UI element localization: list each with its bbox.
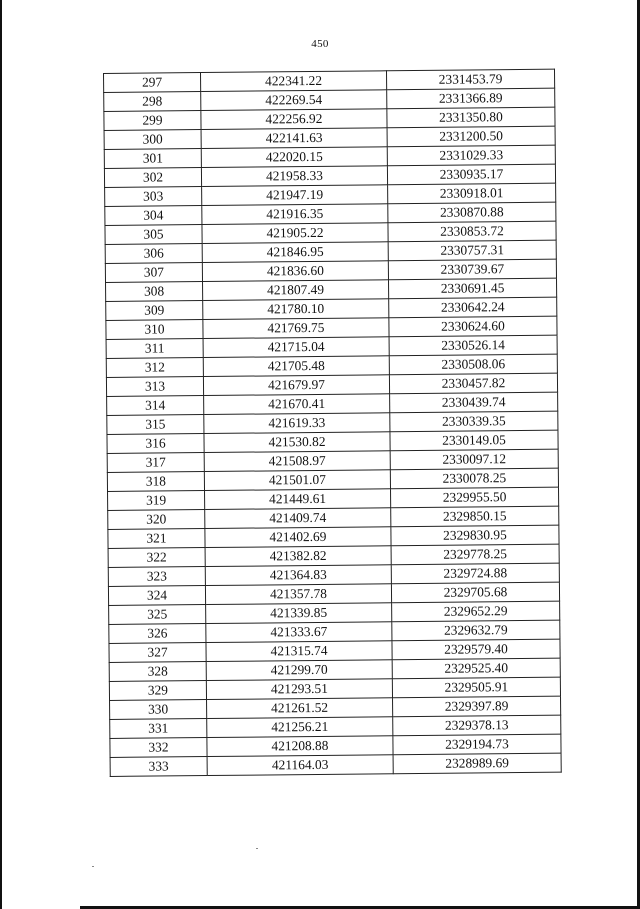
point-number-cell: 297 (104, 73, 201, 93)
point-number-cell: 325 (109, 605, 206, 625)
point-number-cell: 324 (108, 586, 205, 606)
x-coordinate-cell: 421807.49 (203, 280, 389, 301)
x-coordinate-cell: 421357.78 (205, 584, 391, 605)
x-coordinate-cell: 421315.74 (206, 641, 392, 662)
x-coordinate-cell: 421530.82 (204, 432, 390, 453)
y-coordinate-cell: 2329632.79 (392, 620, 560, 641)
point-number-cell: 298 (104, 92, 201, 112)
point-number-cell: 316 (107, 434, 204, 454)
point-number-cell: 305 (105, 225, 202, 245)
y-coordinate-cell: 2331453.79 (386, 69, 554, 90)
y-coordinate-cell: 2330078.25 (390, 468, 558, 489)
y-coordinate-cell: 2330870.88 (388, 202, 556, 223)
x-coordinate-cell: 422341.22 (201, 71, 387, 92)
x-coordinate-cell: 421905.22 (202, 223, 388, 244)
x-coordinate-cell: 422269.54 (201, 90, 387, 111)
y-coordinate-cell: 2330739.67 (388, 259, 556, 280)
scan-speck (92, 866, 94, 867)
y-coordinate-cell: 2329525.40 (392, 658, 560, 679)
point-number-cell: 310 (106, 320, 203, 340)
y-coordinate-cell: 2330439.74 (390, 392, 558, 413)
point-number-cell: 304 (105, 206, 202, 226)
y-coordinate-cell: 2330339.35 (390, 411, 558, 432)
point-number-cell: 322 (108, 548, 205, 568)
y-coordinate-cell: 2330149.05 (390, 430, 558, 451)
x-coordinate-cell: 421261.52 (207, 698, 393, 719)
y-coordinate-cell: 2329830.95 (391, 525, 559, 546)
point-number-cell: 330 (110, 700, 207, 720)
point-number-cell: 327 (109, 643, 206, 663)
y-coordinate-cell: 2331029.33 (387, 145, 555, 166)
x-coordinate-cell: 421705.48 (203, 356, 389, 377)
point-number-cell: 318 (107, 472, 204, 492)
y-coordinate-cell: 2330457.82 (389, 373, 557, 394)
scan-edge-left (0, 0, 2, 909)
y-coordinate-cell: 2331350.80 (387, 107, 555, 128)
x-coordinate-cell: 421780.10 (203, 299, 389, 320)
x-coordinate-cell: 422256.92 (201, 109, 387, 130)
y-coordinate-cell: 2329397.89 (393, 696, 561, 717)
x-coordinate-cell: 421402.69 (205, 527, 391, 548)
point-number-cell: 317 (107, 453, 204, 473)
point-number-cell: 308 (106, 282, 203, 302)
y-coordinate-cell: 2329579.40 (392, 639, 560, 660)
y-coordinate-cell: 2329194.73 (393, 734, 561, 755)
y-coordinate-cell: 2330642.24 (389, 297, 557, 318)
x-coordinate-cell: 422020.15 (201, 147, 387, 168)
point-number-cell: 332 (110, 738, 207, 758)
point-number-cell: 319 (108, 491, 205, 511)
y-coordinate-cell: 2328989.69 (393, 753, 561, 774)
y-coordinate-cell: 2329378.13 (393, 715, 561, 736)
y-coordinate-cell: 2329778.25 (391, 544, 559, 565)
x-coordinate-cell: 421409.74 (205, 508, 391, 529)
x-coordinate-cell: 421333.67 (206, 622, 392, 643)
x-coordinate-cell: 421836.60 (202, 261, 388, 282)
point-number-cell: 328 (109, 662, 206, 682)
x-coordinate-cell: 421769.75 (203, 318, 389, 339)
x-coordinate-cell: 422141.63 (201, 128, 387, 149)
x-coordinate-cell: 421679.97 (203, 375, 389, 396)
x-coordinate-cell: 421299.70 (206, 660, 392, 681)
x-coordinate-cell: 421715.04 (203, 337, 389, 358)
point-number-cell: 312 (106, 358, 203, 378)
coordinate-table-body (104, 69, 562, 776)
page-number: 450 (311, 38, 329, 50)
y-coordinate-cell: 2330918.01 (388, 183, 556, 204)
point-number-cell: 311 (106, 339, 203, 359)
point-number-cell: 307 (105, 263, 202, 283)
y-coordinate-cell: 2329652.29 (392, 601, 560, 622)
x-coordinate-cell: 421208.88 (207, 736, 393, 757)
y-coordinate-cell: 2330853.72 (388, 221, 556, 242)
point-number-cell: 333 (110, 757, 207, 777)
y-coordinate-cell: 2330097.12 (390, 449, 558, 470)
point-number-cell: 323 (108, 567, 205, 587)
point-number-cell: 313 (106, 377, 203, 397)
point-number-cell: 302 (104, 168, 201, 188)
x-coordinate-cell: 421382.82 (205, 546, 391, 567)
y-coordinate-cell: 2329505.91 (392, 677, 560, 698)
y-coordinate-cell: 2329850.15 (391, 506, 559, 527)
x-coordinate-cell: 421501.07 (204, 470, 390, 491)
point-number-cell: 321 (108, 529, 205, 549)
point-number-cell: 329 (109, 681, 206, 701)
point-number-cell: 315 (107, 415, 204, 435)
x-coordinate-cell: 421339.85 (206, 603, 392, 624)
x-coordinate-cell: 421670.41 (204, 394, 390, 415)
scan-speck (256, 848, 258, 849)
y-coordinate-cell: 2330757.31 (388, 240, 556, 261)
x-coordinate-cell: 421164.03 (207, 755, 393, 776)
y-coordinate-cell: 2330508.06 (389, 354, 557, 375)
y-coordinate-cell: 2330526.14 (389, 335, 557, 356)
x-coordinate-cell: 421958.33 (201, 166, 387, 187)
x-coordinate-cell: 421619.33 (204, 413, 390, 434)
point-number-cell: 320 (108, 510, 205, 530)
y-coordinate-cell: 2329724.88 (391, 563, 559, 584)
x-coordinate-cell: 421916.35 (202, 204, 388, 225)
point-number-cell: 306 (105, 244, 202, 264)
x-coordinate-cell: 421947.19 (202, 185, 388, 206)
x-coordinate-cell: 421449.61 (205, 489, 391, 510)
y-coordinate-cell: 2331366.89 (387, 88, 555, 109)
point-number-cell: 299 (104, 111, 201, 131)
table-row (110, 753, 561, 776)
x-coordinate-cell: 421364.83 (205, 565, 391, 586)
y-coordinate-cell: 2330691.45 (388, 278, 556, 299)
point-number-cell: 309 (106, 301, 203, 321)
point-number-cell: 314 (107, 396, 204, 416)
coordinate-table (103, 69, 562, 777)
y-coordinate-cell: 2330935.17 (387, 164, 555, 185)
y-coordinate-cell: 2329955.50 (391, 487, 559, 508)
point-number-cell: 303 (105, 187, 202, 207)
point-number-cell: 301 (104, 149, 201, 169)
y-coordinate-cell: 2329705.68 (391, 582, 559, 603)
x-coordinate-cell: 421846.95 (202, 242, 388, 263)
point-number-cell: 326 (109, 624, 206, 644)
y-coordinate-cell: 2330624.60 (389, 316, 557, 337)
point-number-cell: 300 (104, 130, 201, 150)
x-coordinate-cell: 421508.97 (204, 451, 390, 472)
y-coordinate-cell: 2331200.50 (387, 126, 555, 147)
x-coordinate-cell: 421293.51 (206, 679, 392, 700)
point-number-cell: 331 (110, 719, 207, 739)
x-coordinate-cell: 421256.21 (207, 717, 393, 738)
